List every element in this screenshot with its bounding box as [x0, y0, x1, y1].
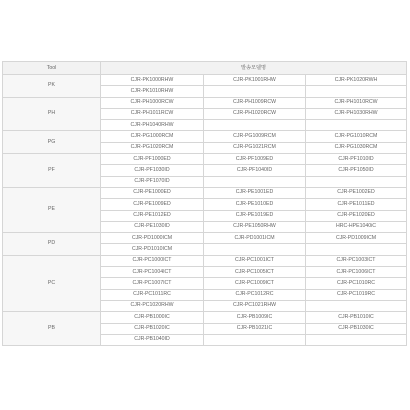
- model-cell: CJR-PE1010ED: [204, 199, 306, 210]
- model-cell: CJR-PB1021IC: [204, 323, 306, 334]
- model-cell: CJR-PF1030ID: [101, 165, 204, 176]
- model-cell: CJR-PH1000RCW: [101, 97, 204, 108]
- model-cell: HRC-HPE1040iC: [306, 221, 407, 232]
- model-cell: CJR-PB1000IC: [101, 312, 204, 323]
- model-cell: [306, 334, 407, 345]
- model-cell: CJR-PF1010ID: [306, 154, 407, 165]
- table-row: [3, 312, 407, 323]
- model-cell: CJR-PC1021RHW: [204, 300, 306, 311]
- model-cell: CJR-PB1020IC: [101, 323, 204, 334]
- model-cell: CJR-PE1009ED: [101, 199, 204, 210]
- model-cell: CJR-PC1009ICT: [204, 278, 306, 289]
- model-cell: CJR-PC1020RHW: [101, 300, 204, 311]
- model-cell: CJR-PG1010RCM: [306, 131, 407, 142]
- model-cell: [204, 86, 306, 97]
- model-table: [2, 61, 407, 346]
- model-cell: CJR-PC1010RC: [306, 278, 407, 289]
- table-row: [3, 154, 407, 165]
- tool-cell: PD: [3, 233, 101, 256]
- model-cell: CJR-PC1004ICT: [101, 267, 204, 278]
- table-row: [3, 131, 407, 142]
- model-cell: [204, 244, 306, 255]
- tool-column-header: Tool: [3, 62, 101, 75]
- model-cell: CJR-PB1009IC: [204, 312, 306, 323]
- model-cell: CJR-PC1012RC: [204, 289, 306, 300]
- model-cell: CJR-PE1001ED: [204, 187, 306, 198]
- model-cell: CJR-PB1010IC: [306, 312, 407, 323]
- model-cell: CJR-PG1030RCM: [306, 142, 407, 153]
- model-cell: CJR-PH1011RCW: [101, 108, 204, 119]
- model-cell: CJR-PF1040ID: [204, 165, 306, 176]
- model-cell: CJR-PG1021RCM: [204, 142, 306, 153]
- model-cell: CJR-PH1009RCW: [204, 97, 306, 108]
- model-cell: CJR-PE1019ED: [204, 210, 306, 221]
- model-cell: CJR-PE1011ED: [306, 199, 407, 210]
- tool-cell: PC: [3, 255, 101, 311]
- model-cell: [306, 300, 407, 311]
- model-cell: CJR-PC1000ICT: [101, 255, 204, 266]
- table-row: [3, 233, 407, 244]
- model-cell: CJR-PE1000ED: [101, 187, 204, 198]
- model-cell: CJR-PE1030ID: [101, 221, 204, 232]
- model-cell: CJR-PC1007ICT: [101, 278, 204, 289]
- header-row: [3, 62, 407, 75]
- table-row: [3, 187, 407, 198]
- model-cell: CJR-PE1050RHW: [204, 221, 306, 232]
- model-cell: CJR-PG1009RCM: [204, 131, 306, 142]
- model-cell: CJR-PC1005ICT: [204, 267, 306, 278]
- model-cell: CJR-PD1000ICM: [101, 233, 204, 244]
- model-cell: CJR-PE1012ED: [101, 210, 204, 221]
- model-cell: CJR-PC1001ICT: [204, 255, 306, 266]
- tool-cell: PH: [3, 97, 101, 131]
- table-row: [3, 255, 407, 266]
- model-cell: CJR-PE1002ED: [306, 187, 407, 198]
- tool-cell: PB: [3, 312, 101, 346]
- tool-cell: PK: [3, 75, 101, 98]
- model-cell: CJR-PB1030IC: [306, 323, 407, 334]
- tool-cell: PG: [3, 131, 101, 154]
- model-cell: CJR-PH1010RCW: [306, 97, 407, 108]
- model-cell: CJR-PK1000RHW: [101, 75, 204, 86]
- model-cell: CJR-PK1010RHW: [101, 86, 204, 97]
- model-cell: CJR-PE1020ED: [306, 210, 407, 221]
- model-cell: CJR-PD1001ICM: [204, 233, 306, 244]
- model-cell: [204, 334, 306, 345]
- model-cell: CJR-PC1019RC: [306, 289, 407, 300]
- model-column-header: 발송모델명: [101, 62, 407, 75]
- model-cell: CJR-PK1020RWH: [306, 75, 407, 86]
- model-cell: [204, 120, 306, 131]
- model-cell: CJR-PG1020RCM: [101, 142, 204, 153]
- model-cell: [306, 176, 407, 187]
- table-row: [3, 75, 407, 86]
- model-cell: [306, 86, 407, 97]
- model-cell: CJR-PF1000ED: [101, 154, 204, 165]
- model-cell: CJR-PC1006ICT: [306, 267, 407, 278]
- model-cell: CJR-PF1050ID: [306, 165, 407, 176]
- tool-cell: PF: [3, 154, 101, 188]
- model-cell: CJR-PK1001RHW: [204, 75, 306, 86]
- model-cell: CJR-PF1070ID: [101, 176, 204, 187]
- model-cell: [306, 244, 407, 255]
- table-row: [3, 97, 407, 108]
- model-cell: CJR-PF1009ED: [204, 154, 306, 165]
- tool-cell: PE: [3, 187, 101, 232]
- model-cell: CJR-PH1020RCW: [204, 108, 306, 119]
- model-cell: CJR-PC1011RC: [101, 289, 204, 300]
- model-cell: CJR-PB1040ID: [101, 334, 204, 345]
- model-cell: CJR-PD1010ICM: [101, 244, 204, 255]
- model-cell: CJR-PD1009ICM: [306, 233, 407, 244]
- model-cell: [306, 120, 407, 131]
- model-cell: [204, 176, 306, 187]
- model-cell: CJR-PC1003ICT: [306, 255, 407, 266]
- model-cell: CJR-PG1000RCM: [101, 131, 204, 142]
- model-cell: CJR-PH1030RHW: [306, 108, 407, 119]
- table-body: [3, 75, 407, 346]
- model-cell: CJR-PH1040RHW: [101, 120, 204, 131]
